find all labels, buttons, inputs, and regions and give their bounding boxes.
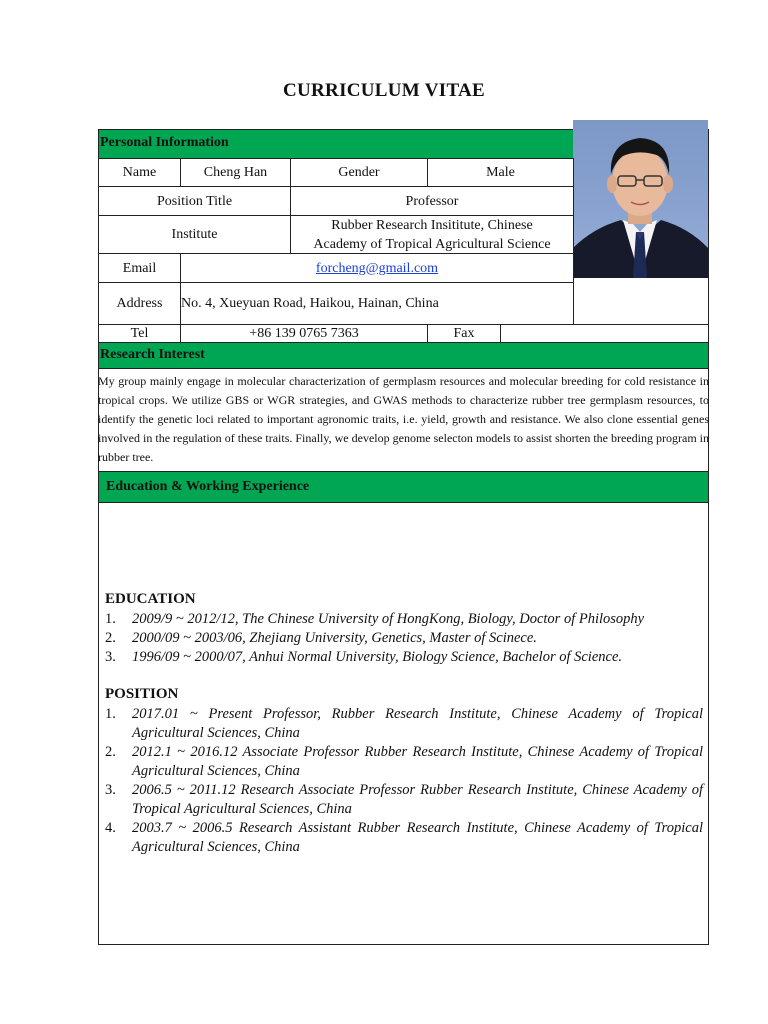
institute-line-1: Rubber Research Insititute, Chinese — [331, 217, 533, 233]
tel-value: +86 139 0765 7363 — [180, 324, 428, 343]
education-heading: EDUCATION — [105, 591, 196, 607]
profile-photo — [573, 120, 708, 278]
research-interest-header — [98, 342, 709, 369]
list-item — [105, 781, 703, 819]
position-title-label: Position Title — [98, 186, 291, 216]
education-entry: 2000/09 ~ 2003/06, Zhejiang University, Genetics, Master of Scinece. — [132, 630, 537, 646]
position-list — [105, 705, 703, 857]
list-item — [105, 610, 703, 629]
education-entry: 2009/9 ~ 2012/12, The Chinese University of HongKong, Biology, Doctor of Philosophy — [132, 611, 645, 627]
position-entry: 2006.5 ~ 2011.12 Research Associate Professor Rubber Research Institute, Chinese Academy of Tropical Agricultural Sciences, China — [132, 782, 703, 817]
institute-value — [290, 215, 574, 254]
personal-info-heading: Personal Information — [100, 135, 229, 150]
address-label: Address — [98, 282, 181, 325]
address-value: No. 4, Xueyuan Road, Haikou, Hainan, China — [180, 282, 574, 325]
tel-label: Tel — [98, 324, 181, 343]
email-label: Email — [98, 253, 181, 283]
experience-heading: Education & Working Experience — [106, 479, 310, 494]
name-value: Cheng Han — [180, 158, 291, 187]
list-number: 1. — [105, 706, 116, 722]
list-number: 2. — [105, 744, 116, 760]
list-item — [105, 819, 703, 857]
position-title-value: Professor — [290, 186, 574, 216]
document-title: CURRICULUM VITAE — [282, 80, 486, 101]
education-list — [105, 610, 703, 667]
research-interest-text: My group mainly engage in molecular characterization of germplasm resources and molecular breeding for cold resistance in tropical crops. We utilize GBS or WGR strategies, and GWAS methods to characterize rubber tree germplasm resources, to identify the genetic loci related to important agronomic traits, i.e. yield, growth and resistance. We also clone essential genes involved in the regulation of these traits. Finally, we develop genome selecton models to assist shorten the breeding program in rubber tree. — [98, 374, 709, 464]
position-entry: 2012.1 ~ 2016.12 Associate Professor Rubber Research Institute, Chinese Academy of Tropical Agricultural Sciences, China — [132, 744, 703, 779]
email-cell — [180, 253, 574, 283]
list-item — [105, 648, 703, 667]
list-item — [105, 705, 703, 743]
position-heading: POSITION — [105, 686, 179, 702]
list-number: 3. — [105, 782, 116, 798]
education-entry: 1996/09 ~ 2000/07, Anhui Normal University, Biology Science, Bachelor of Science. — [132, 649, 623, 665]
list-number: 4. — [105, 820, 116, 836]
position-entry: 2003.7 ~ 2006.5 Research Assistant Rubber Research Institute, Chinese Academy of Tropical Agricultural Sciences, China — [132, 820, 703, 855]
gender-label: Gender — [290, 158, 428, 187]
list-number: 3. — [105, 649, 116, 665]
institute-line-2: Academy of Tropical Agricultural Science — [313, 236, 551, 252]
portrait-image — [573, 120, 708, 278]
fax-value — [500, 324, 709, 343]
list-number: 1. — [105, 611, 116, 627]
position-entry: 2017.01 ~ Present Professor, Rubber Research Institute, Chinese Academy of Tropical Agricultural Sciences, China — [132, 706, 703, 741]
personal-info-header — [98, 129, 574, 159]
research-interest-heading: Research Interest — [100, 347, 205, 362]
institute-label: Institute — [98, 215, 291, 254]
list-item — [105, 743, 703, 781]
name-label: Name — [98, 158, 181, 187]
list-number: 2. — [105, 630, 116, 646]
email-link[interactable]: forcheng@gmail.com — [315, 260, 439, 276]
experience-header — [98, 471, 709, 503]
fax-label: Fax — [427, 324, 501, 343]
list-item — [105, 629, 703, 648]
gender-value: Male — [427, 158, 574, 187]
